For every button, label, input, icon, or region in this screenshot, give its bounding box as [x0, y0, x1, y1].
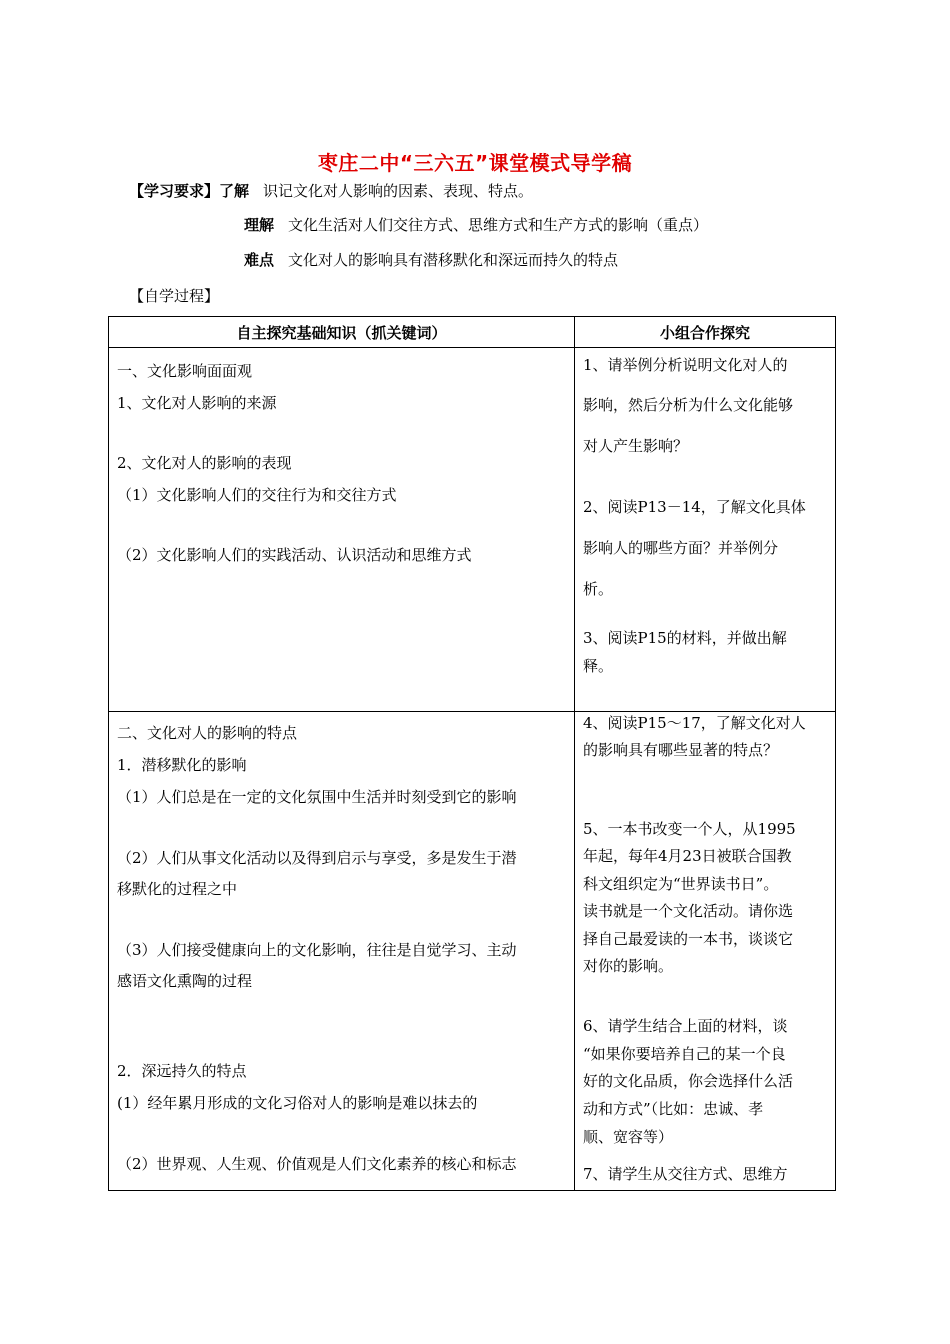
row1-left-cell: [109, 348, 575, 712]
requirement-comprehend: [244, 214, 708, 235]
requirement-text: 文化对人的影响具有潜移默化和深远而持久的特点: [288, 251, 619, 269]
row2-left-cell: [109, 712, 575, 1191]
table-header-row: [109, 317, 836, 348]
row2-right-cell: [575, 712, 836, 1191]
list-item: 1．潜移默化的影响: [117, 756, 247, 774]
study-table: [108, 316, 836, 1191]
list-item: 对你的影响。: [583, 957, 674, 975]
requirements-tag: 【学习要求】: [129, 182, 220, 200]
list-item: （3）人们接受健康向上的文化影响，往往是自觉学习、主动: [117, 941, 517, 959]
list-item: 影响，然后分析为什么文化能够: [583, 396, 794, 414]
list-item: 6、请学生结合上面的材料，谈: [583, 1017, 788, 1035]
list-item: 的影响具有哪些显著的特点？: [583, 741, 779, 759]
table-row: [109, 348, 836, 712]
list-item: （2）人们从事文化活动以及得到启示与享受，多是发生于潜: [117, 849, 517, 867]
requirement-key: 难点: [244, 251, 275, 269]
list-item: 一、文化影响面面观: [117, 362, 253, 380]
list-item: 2．深远持久的特点: [117, 1062, 247, 1080]
list-item: 3、阅读P15的材料，并做出解: [583, 629, 787, 647]
list-item: 科文组织定为“世界读书日”。: [583, 875, 779, 893]
list-item: 读书就是一个文化活动。请你选: [583, 902, 794, 920]
list-item: 二、文化对人的影响的特点: [117, 724, 298, 742]
header-self-study: 自主探究基础知识（抓关键词）: [109, 317, 575, 348]
list-item: 2、阅读P13－14，了解文化具体: [583, 498, 806, 516]
list-item: 好的文化品质，你会选择什么活: [583, 1072, 794, 1090]
list-item: 1、文化对人影响的来源: [117, 394, 277, 412]
requirement-key: 了解: [219, 182, 250, 200]
list-item: 感语文化熏陶的过程: [117, 972, 253, 990]
list-item: （2）文化影响人们的实践活动、认识活动和思维方式: [117, 546, 472, 564]
list-item: 年起，每年4月23日被联合国教: [583, 847, 792, 865]
header-group-study: 小组合作探究: [575, 317, 836, 348]
requirement-difficulty: [244, 249, 618, 270]
list-item: “如果你要培养自己的某一个良: [583, 1045, 786, 1063]
requirement-text: 文化生活对人们交往方式、思维方式和生产方式的影响（重点）: [288, 216, 709, 234]
list-item: 7、请学生从交往方式、思维方: [583, 1165, 788, 1183]
requirement-key: 理解: [244, 216, 275, 234]
list-item: (1）经年累月形成的文化习俗对人的影响是难以抹去的: [117, 1094, 478, 1112]
list-item: 动和方式”（比如：忠诚、孝: [583, 1100, 764, 1118]
requirement-understand: [129, 180, 533, 201]
list-item: （1）文化影响人们的交往行为和交往方式: [117, 486, 397, 504]
list-item: 择自己最爱读的一本书，谈谈它: [583, 930, 794, 948]
requirement-text: 识记文化对人影响的因素、表现、特点。: [263, 182, 534, 200]
list-item: 移默化的过程之中: [117, 880, 238, 898]
list-item: 1、请举例分析说明文化对人的: [583, 356, 788, 374]
list-item: 对人产生影响？: [583, 437, 689, 455]
list-item: 析。: [583, 580, 614, 598]
list-item: 释。: [583, 657, 614, 675]
table-row: [109, 712, 836, 1191]
self-study-label: 【自学过程】: [129, 287, 220, 305]
list-item: 顺、宽容等）: [583, 1128, 674, 1146]
list-item: 影响人的哪些方面？并举例分: [583, 539, 779, 557]
list-item: （2）世界观、人生观、价值观是人们文化素养的核心和标志: [117, 1155, 517, 1173]
list-item: 2、文化对人的影响的表现: [117, 454, 292, 472]
list-item: 4、阅读P15～17，了解文化对人: [583, 714, 806, 732]
list-item: （1）人们总是在一定的文化氛围中生活并时刻受到它的影响: [117, 788, 517, 806]
row1-right-cell: [575, 348, 836, 712]
page-title: 枣庄二中“三六五”课堂模式导学稿: [317, 151, 633, 175]
list-item: 5、一本书改变一个人，从1995: [583, 820, 796, 838]
